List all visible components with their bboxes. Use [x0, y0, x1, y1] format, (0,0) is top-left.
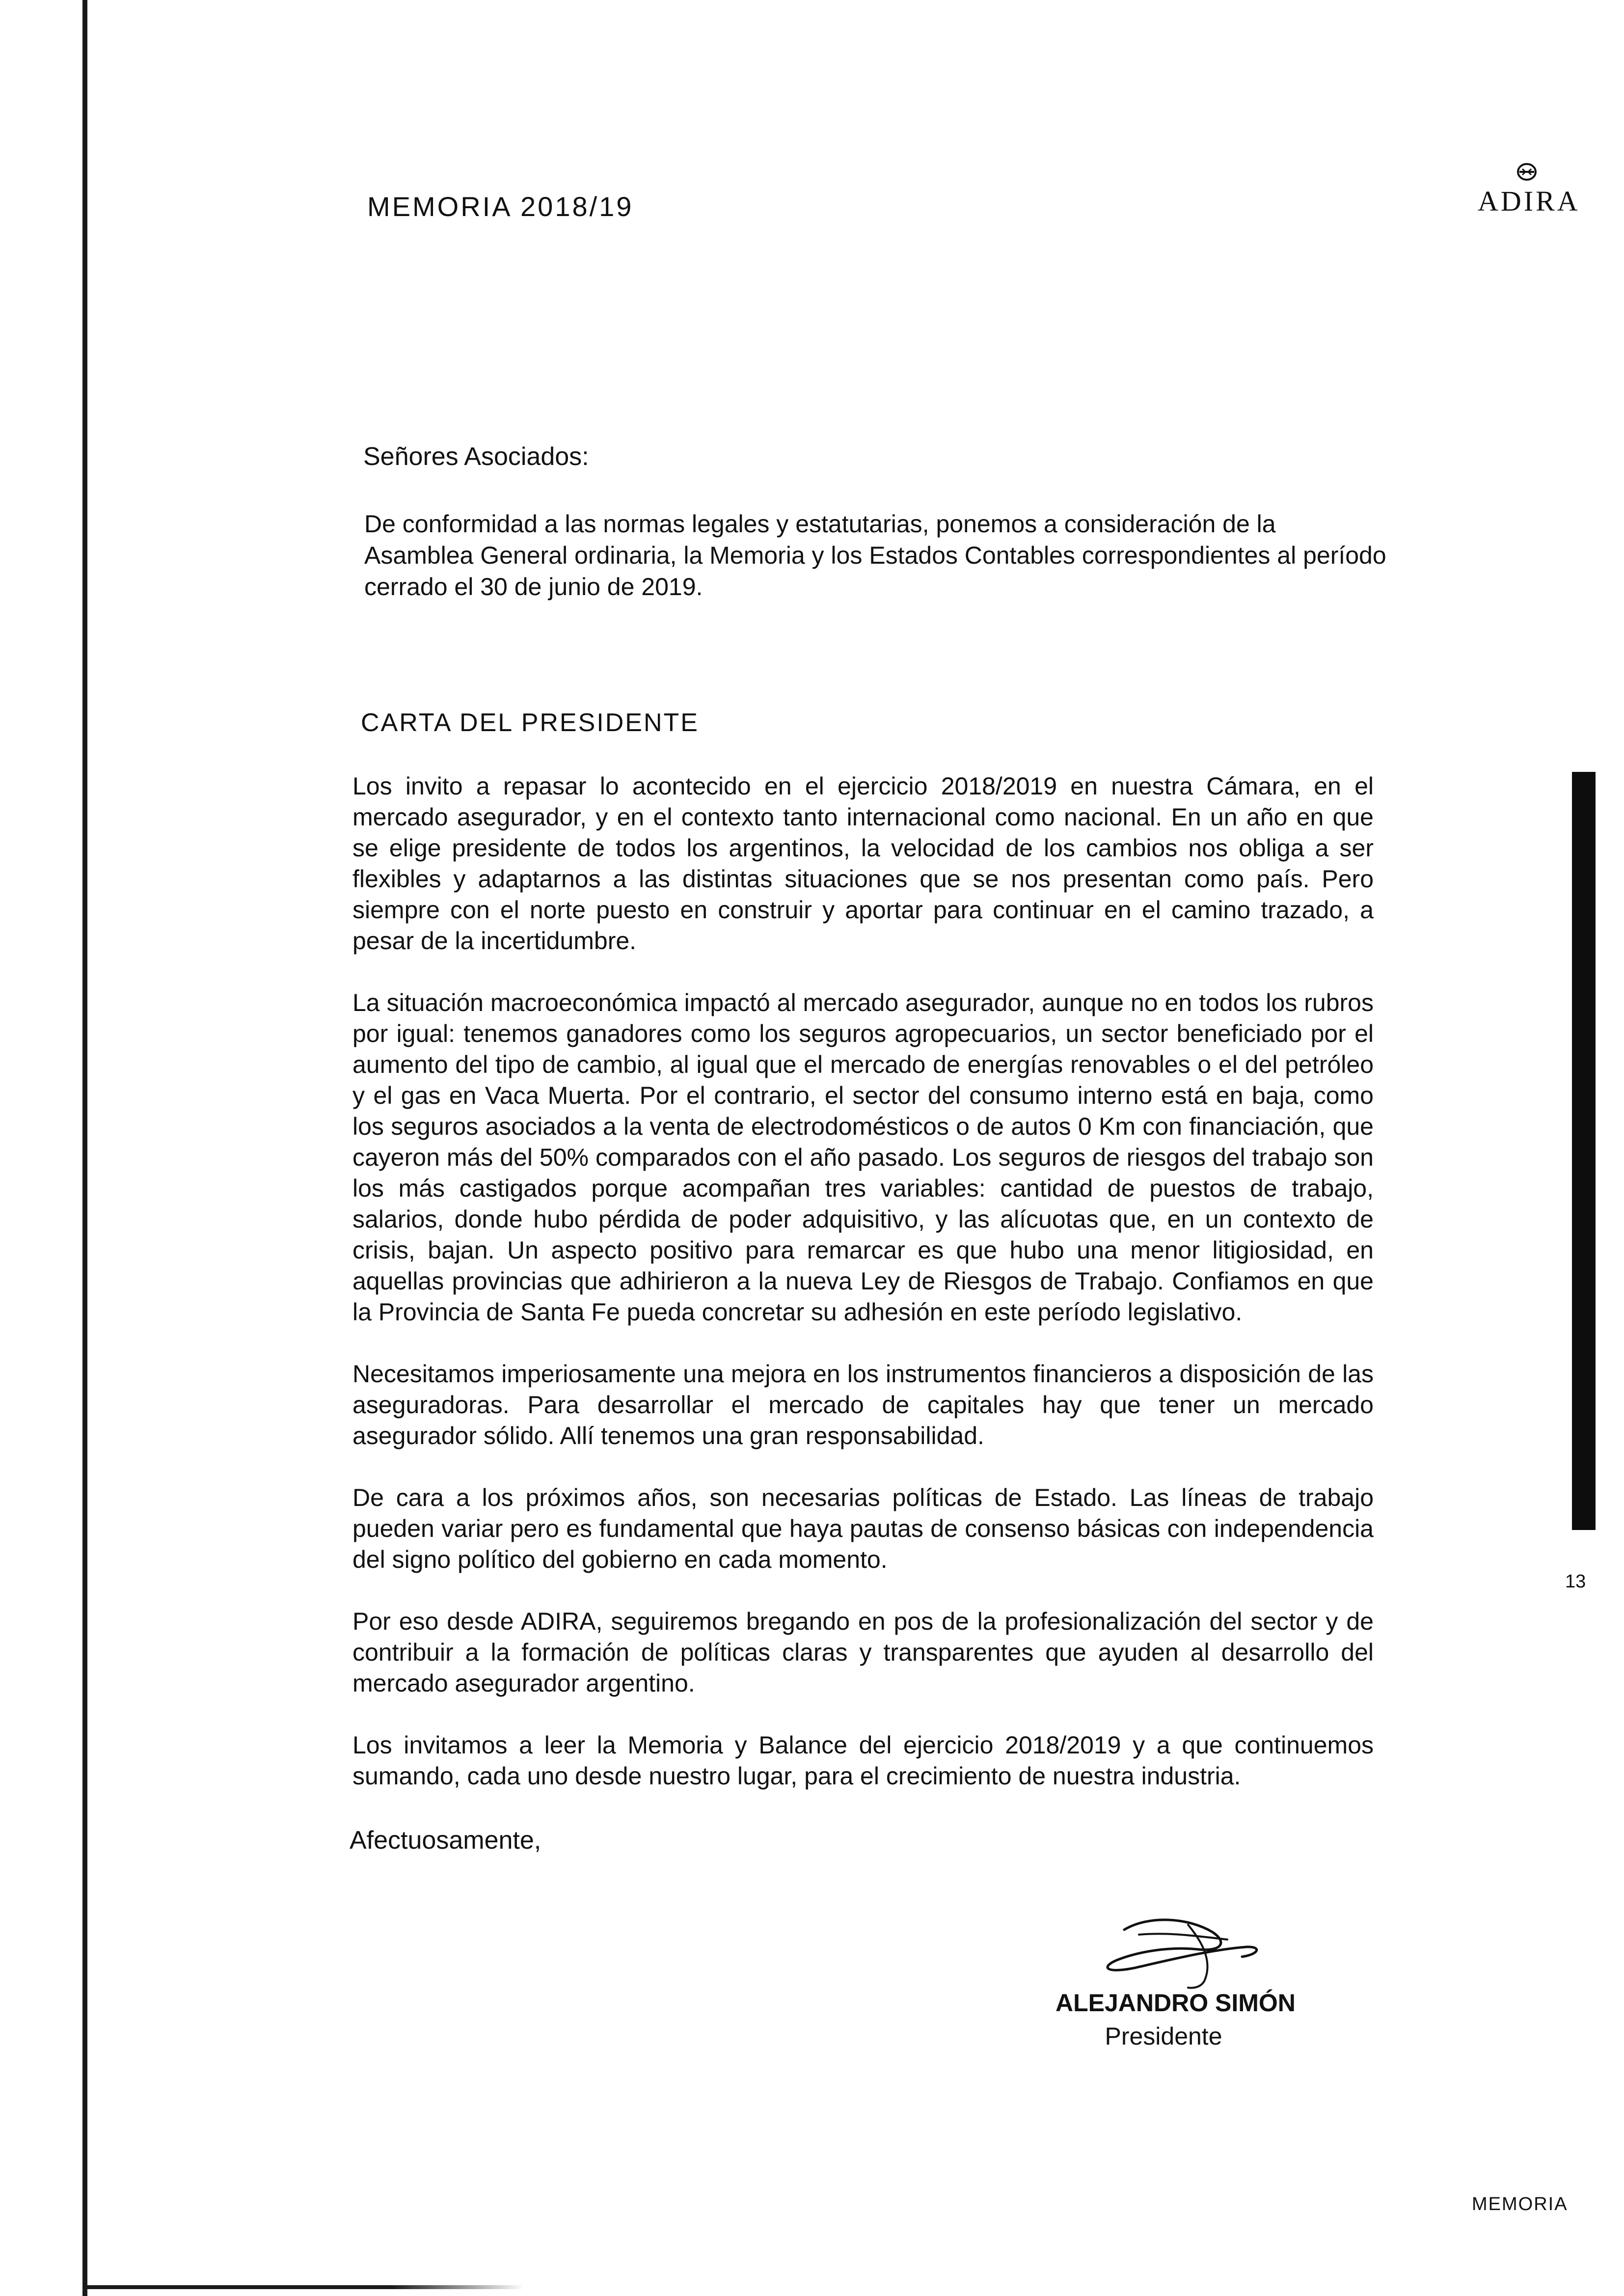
signer-name: ALEJANDRO SIMÓN [1056, 1989, 1296, 2017]
adira-logo [1478, 162, 1580, 218]
letter-body [352, 771, 1374, 1823]
closing: Afectuosamente, [350, 1826, 541, 1855]
letter-paragraph: Los invitamos a leer la Memoria y Balance del ejercicio 2018/2019 y a que continuemos sumando, cada uno desde nuestro lugar, para el crecimiento de nuestra industria. [352, 1731, 1374, 1790]
page-title: MEMORIA 2018/19 [367, 191, 634, 222]
section-side-bar [1572, 772, 1596, 1530]
page-number: 13 [1565, 1571, 1586, 1592]
logo-text: ADIRA [1478, 185, 1580, 217]
letter-paragraph: Por eso desde ADIRA, seguiremos bregando en pos de la profesionalización del sector y de contribuir a la formación de políticas claras y transparentes que ayuden al desarrollo del mercado asegurador argentino. [352, 1608, 1374, 1697]
letter-paragraph: Necesitamos imperiosamente una mejora en los instrumentos financieros a disposición de las aseguradoras. Para desarrollar el mercado de capitales hay que tener un mercado asegurador sólido. Allí tenemos una gran responsabilidad. [352, 1360, 1374, 1449]
scan-edge-bottom [82, 2285, 524, 2289]
adira-emblem-icon [1516, 162, 1538, 182]
letter-paragraph: De cara a los próximos años, son necesarias políticas de Estado. Las líneas de trabajo pueden variar pero es fundamental que haya pautas de consenso básicas con independencia del signo político del gobierno en cada momento. [352, 1484, 1374, 1573]
letter-paragraph: Los invito a repasar lo acontecido en el ejercicio 2018/2019 en nuestra Cámara, en el mercado asegurador, y en el contexto tanto internacional como nacional. En un año en que se elige presidente de todos los argentinos, la velocidad de los cambios nos obliga a ser flexibles y adaptarnos a las distintas situaciones que se nos presentan como país. Pero siempre con el norte puesto en construir y aportar para continuar en el camino trazado, a pesar de la incertidumbre. [352, 772, 1374, 955]
scan-edge-left [82, 0, 87, 2296]
salutation: Señores Asociados: [363, 442, 589, 471]
footer-label: MEMORIA [1472, 2194, 1568, 2214]
section-heading: CARTA DEL PRESIDENTE [361, 709, 699, 737]
signature-image [1065, 1905, 1272, 1994]
signer-role: Presidente [1105, 2023, 1222, 2050]
intro-paragraph: De conformidad a las normas legales y estatutarias, ponemos a consideración de la Asamblea General ordinaria, la Memoria y los Estados Contables correspondientes al período cerrado el 30 de junio de 2019. [364, 510, 1386, 601]
letter-paragraph: La situación macroeconómica impactó al mercado asegurador, aunque no en todos los rubros por igual: tenemos ganadores como los seguros agropecuarios, un sector beneficiado por el aumento del tipo de cambio, al igual que el mercado de energías renovables o el del petróleo y el gas en Vaca Muerta. Por el contrario, el sector del consumo interno está en baja, como los seguros asociados a la venta de electrodomésticos o de autos 0 Km con financiación, que cayeron más del 50% comparados con el año pasado. Los seguros de riesgos del trabajo son los más castigados porque acompañan tres variables: cantidad de puestos de trabajo, salarios, donde hubo pérdida de poder adquisitivo, y las alícuotas que, en un contexto de crisis, bajan. Un aspecto positivo para remarcar es que hubo una menor litigiosidad, en aquellas provincias que adhirieron a la nueva Ley de Riesgos de Trabajo. Confiamos en que la Provincia de Santa Fe pueda concretar su adhesión en este período legislativo. [352, 989, 1374, 1326]
